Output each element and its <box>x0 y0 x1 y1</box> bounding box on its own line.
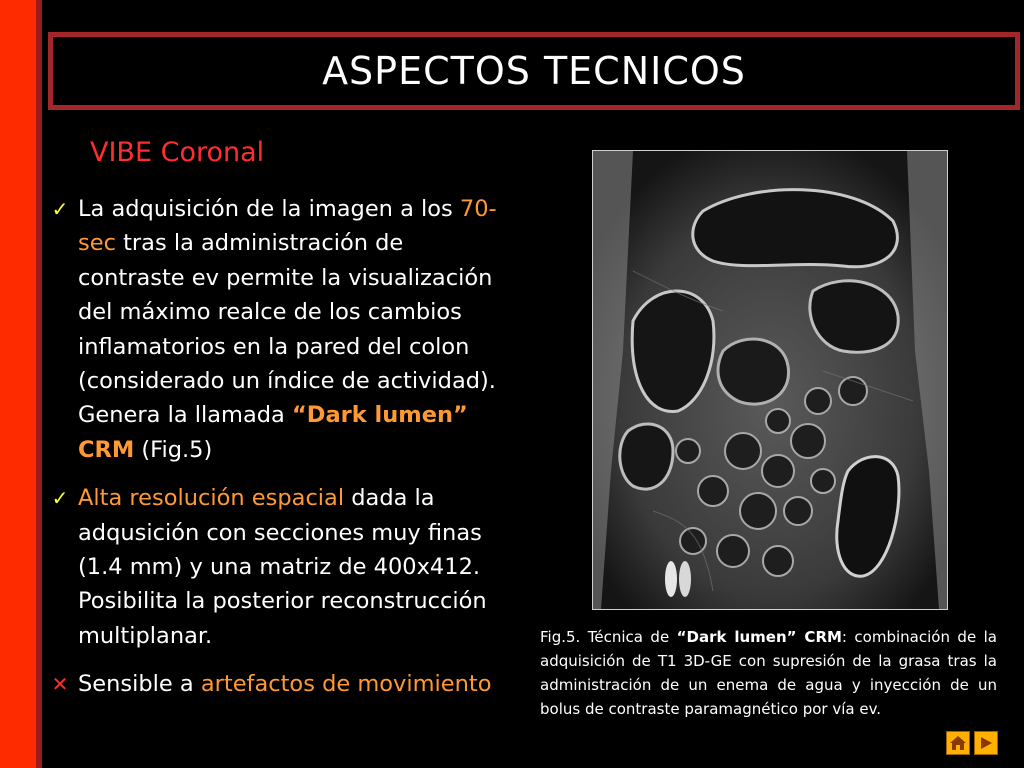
bullet-text: La adquisición de la imagen a los <box>78 196 460 222</box>
checkmark-icon: ✓ <box>51 197 69 221</box>
figure-caption <box>540 625 997 721</box>
bullet-highlight: 70-sec <box>78 196 497 257</box>
caption-bold: “Dark lumen” CRM <box>676 628 842 646</box>
title-box <box>48 32 1020 110</box>
next-arrow-icon <box>978 735 994 751</box>
next-button[interactable] <box>974 731 998 755</box>
bullet-text: Sensible a <box>78 671 201 698</box>
left-accent-bar <box>0 0 42 768</box>
checkmark-icon: ✓ <box>51 486 69 511</box>
home-icon <box>949 735 967 751</box>
bullet-text: tras la administración de contraste ev permite la visualización del máximo realce de los cambios inflamatorios en la pared del colon (considerado un índice de actividad). Genera la llamada <box>78 230 496 429</box>
bullet-text: dada la adqusición con secciones muy finas (1.4 mm) y una matriz de 400x412. Posibilita la posterior reconstrucción multiplanar. <box>78 485 487 649</box>
bullet-text: (Fig.5) <box>134 436 213 463</box>
slide-title: ASPECTOS TECNICOS <box>322 49 746 93</box>
cross-icon: ✕ <box>51 672 69 697</box>
home-button[interactable] <box>946 731 970 755</box>
mri-figure <box>592 150 948 610</box>
bullet-item <box>48 192 508 467</box>
bullet-item <box>48 667 508 701</box>
bullet-item <box>48 481 508 653</box>
slide-navigation <box>946 731 998 755</box>
bullet-highlight: artefactos de movimiento <box>200 671 492 698</box>
caption-text: Fig.5. Técnica de <box>540 628 677 646</box>
mri-image <box>593 151 947 609</box>
bullet-list <box>48 192 508 716</box>
slide-subtitle: VIBE Coronal <box>90 137 265 168</box>
bullet-highlight: Alta resolución espacial <box>78 485 345 512</box>
bullet-highlight-bold: “Dark lumen” CRM <box>78 402 468 463</box>
caption-text: : combinación de la adquisición de T1 3D-GE con supresión de la grasa tras la administración de un enema de agua y inyección de un bolus de contraste paramagnético por vía ev. <box>540 628 997 718</box>
